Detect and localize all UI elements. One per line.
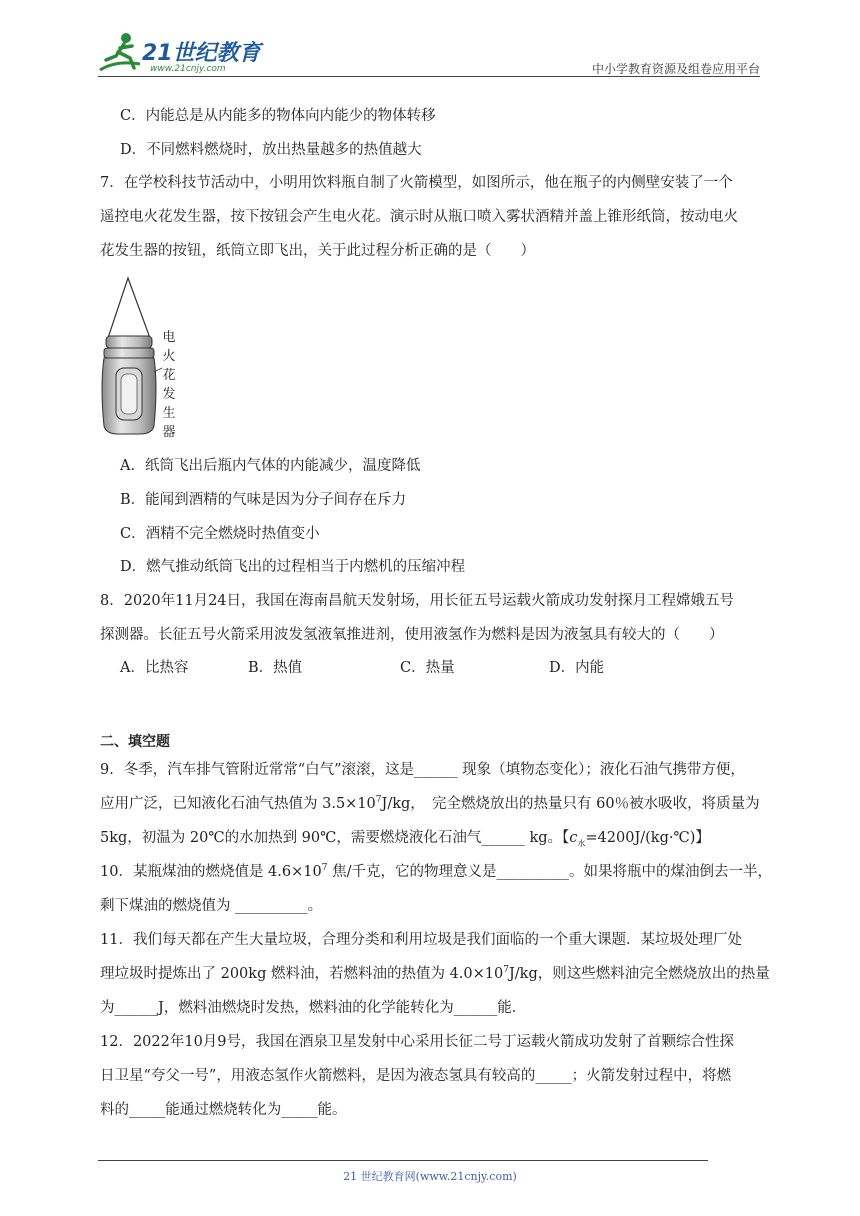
q9-line3-part2: =4200J/(kg·℃)】	[585, 830, 710, 846]
q10-line1-part2: 焦/千克，它的物理意义是__________。如果将瓶中的煤油倒去一半，	[327, 864, 772, 880]
q11-line2-part2: J/kg，则这些燃料油完全燃烧放出的热量	[508, 966, 770, 982]
q9-stem-line1: 9．冬季，汽车排气管附近常常“白气”滚滚，这是______ 现象（填物态变化）；液化石油气携带方便，	[100, 762, 745, 778]
q8-option-b: B．热值	[248, 660, 303, 676]
q8-stem-line1: 8．2020年11月24日，我国在海南昌航天发射场，用长征五号运载火箭成功发射探月工程嫦娥五号	[100, 593, 735, 609]
q9-line3-subscript: 水	[577, 838, 586, 848]
footer-divider	[98, 1160, 708, 1161]
q7-option-a: A．纸筒飞出后瓶内气体的内能减少，温度降低	[120, 458, 421, 474]
q7-stem-line2: 遥控电火花发生器，按下按钮会产生电火花。演示时从瓶口喷入雾状酒精并盖上锥形纸筒，按动电火	[100, 209, 738, 225]
q9-stem-line3	[100, 828, 710, 848]
q9-line3-symbol: c	[569, 830, 578, 846]
q7-option-c: C．酒精不完全燃烧时热值变小	[120, 526, 320, 542]
q11-line2-part1: 理垃圾时提炼出了 200kg 燃料油，若燃料油的热值为 4.0×10	[100, 966, 504, 982]
footer-site-link[interactable]: 21 世纪教育网(www.21cnjy.com)	[343, 1170, 517, 1183]
q7-option-b: B．能闻到酒精的气味是因为分子间存在斥力	[120, 492, 407, 508]
q9-line2-part1: 应用广泛，已知液化石油气热值为 3.5×10	[100, 796, 376, 812]
q6-option-d: D．不同燃料燃烧时，放出热量越多的热值越大	[120, 142, 422, 158]
q8-option-d: D．内能	[549, 660, 605, 676]
platform-title: 中小学教育资源及组卷应用平台	[591, 62, 760, 76]
q11-line2-exponent: 7	[503, 965, 509, 976]
logo-url-text: www.21cnjy.com	[150, 64, 226, 74]
section-title-fill-in: 二、填空题	[100, 734, 170, 750]
runner-logo-icon	[96, 30, 144, 74]
q10-line1-part1: 10．某瓶煤油的燃烧值是 4.6×10	[100, 864, 322, 880]
q9-line2-exponent: 7	[375, 795, 382, 806]
q9-line2-part2: J/kg， 完全燃烧放出的热量只有 60％被水吸收，将质量为	[381, 796, 760, 812]
q11-stem-line1: 11．我们每天都在产生大量垃圾，合理分类和利用垃圾是我们面临的一个重大课题．某垃圾处理厂处	[100, 932, 742, 948]
q7-option-d: D．燃气推动纸筒飞出的过程相当于内燃机的压缩冲程	[120, 559, 466, 575]
q9-line3-part1: 5kg，初温为 20℃的水加热到 90℃，需要燃烧液化石油气______ kg。【	[100, 830, 570, 846]
q12-stem-line3: 料的_____能通过燃烧转化为_____能。	[100, 1102, 347, 1118]
q12-stem-line2: 日卫星“夸父一号”，用液态氢作火箭燃料，是因为液态氢具有较高的_____；火箭发射过程中，将燃	[100, 1068, 732, 1084]
q12-stem-line1: 12．2022年10月9号，我国在酒泉卫星发射中心采用长征二号丁运载火箭成功发射了首颗综合性探	[100, 1034, 735, 1050]
q8-option-a: A．比热容	[120, 660, 189, 676]
q10-stem-line1	[100, 862, 772, 882]
q11-stem-line2	[100, 964, 770, 984]
q9-stem-line2	[100, 794, 760, 814]
rocket-bottle-figure	[98, 276, 168, 438]
q11-stem-line3: 为______J，燃料油燃烧时发热，燃料油的化学能转化为______能．	[100, 1000, 527, 1016]
q7-stem-line3: 花发生器的按钮，纸筒立即飞出，关于此过程分析正确的是（ ）	[100, 243, 535, 259]
q8-stem-line2: 探测器。长征五号火箭采用波发氢液氧推进剂，使用液氢作为燃料是因为液氢具有较大的（ ）	[100, 627, 724, 643]
q10-line1-exponent: 7	[321, 863, 328, 874]
figure-label-spark-generator: 电火花发生器	[162, 330, 176, 440]
logo-main-text: 21世纪教育	[142, 41, 261, 66]
q6-option-c: C．内能总是从内能多的物体向内能少的物体转移	[120, 108, 436, 124]
q8-option-c: C．热量	[400, 660, 455, 676]
q10-stem-line2: 剩下煤油的燃烧值为 __________。	[100, 898, 323, 914]
header-divider	[98, 76, 760, 77]
logo	[96, 30, 266, 74]
q7-stem-line1: 7．在学校科技节活动中，小明用饮料瓶自制了火箭模型，如图所示，他在瓶子的内侧壁安装了一个	[100, 175, 733, 191]
